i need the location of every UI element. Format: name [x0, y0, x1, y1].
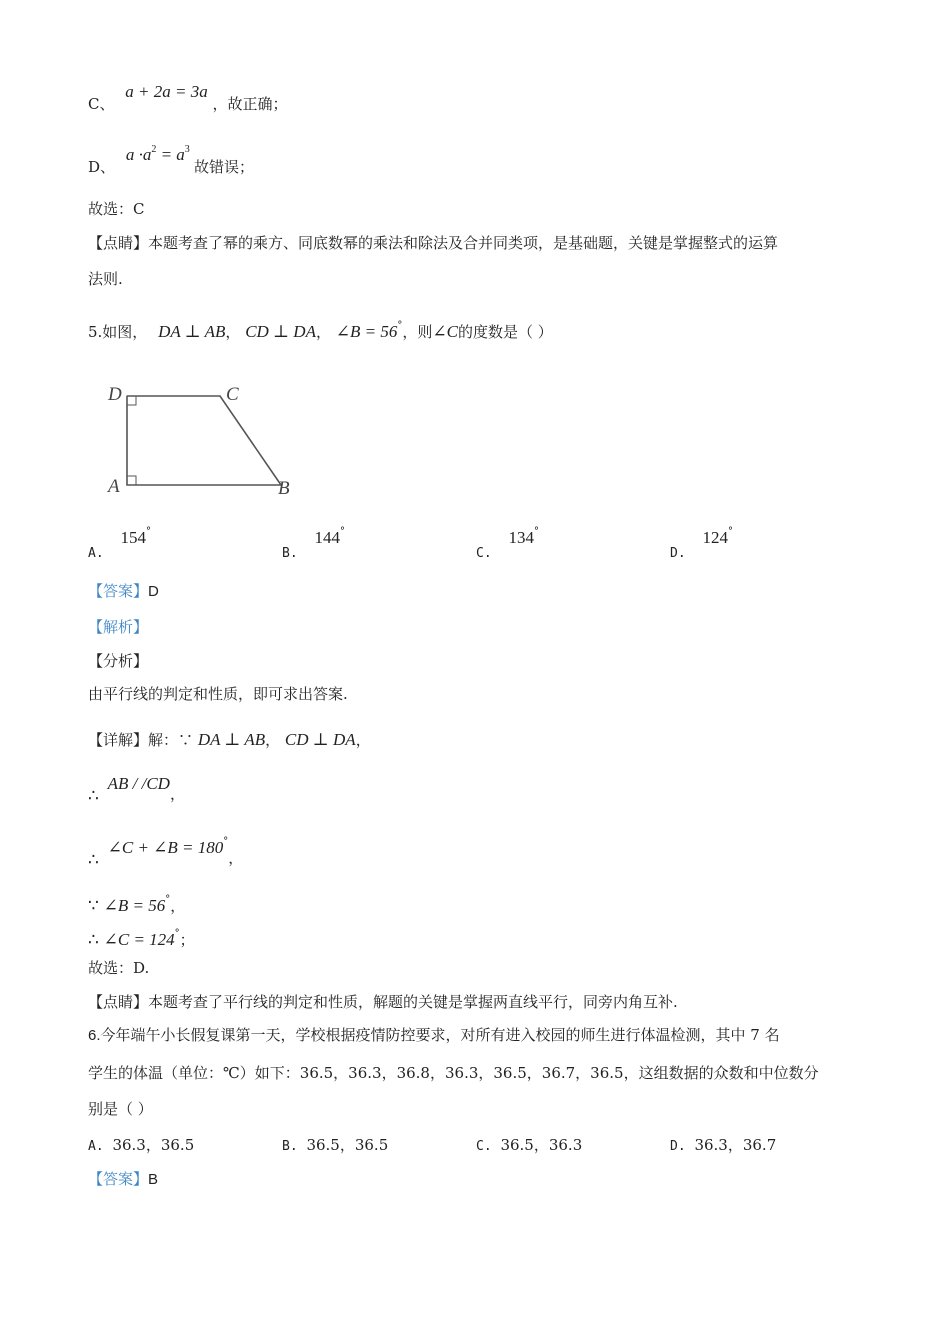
degree-sign: ° — [727, 526, 733, 537]
analysis-tag: 【解析】 — [88, 618, 149, 636]
option-d-math — [126, 145, 194, 164]
step-3-end: ， — [170, 897, 186, 915]
q5-option-b-letter: B. — [282, 546, 298, 561]
q6-option-a-value: 36.3，36.5 — [112, 1136, 195, 1154]
degree-sign: ° — [165, 894, 171, 905]
q6-option-c-letter: C. — [476, 1139, 492, 1154]
option-d-math-a: a ·a — [125, 145, 152, 164]
choose-d: 故选：D. — [88, 959, 150, 977]
q5-comment-text: 本题考查了平行线的判定和性质，解题的关键是掌握两直线平行，同旁内角互补. — [148, 993, 678, 1011]
answer-tag: 【答案】 — [88, 582, 149, 600]
choose-c — [88, 199, 144, 219]
step-1-end: ， — [169, 785, 185, 803]
degree-sign: ° — [533, 526, 539, 537]
step-4-math: ∠C = 124 — [103, 930, 175, 949]
q5-option-d-letter: D. — [670, 546, 686, 561]
comment-line-2 — [88, 269, 123, 289]
q5-option-d[interactable] — [670, 522, 733, 561]
q6-option-d-letter: D. — [670, 1139, 686, 1154]
q6-option-a-letter: A. — [88, 1139, 104, 1154]
q5-suffix-2: 的度数是（ ） — [457, 323, 553, 341]
step-3-math: ∠B = 56 — [103, 896, 166, 915]
answer-value: B — [148, 1171, 159, 1188]
q5-option-c-letter: C. — [476, 546, 492, 561]
option-d-math-exp3: 3 — [184, 144, 190, 155]
label-d: D — [108, 384, 122, 405]
q6-answer — [88, 1169, 158, 1190]
q6-option-c-value: 36.5，36.3 — [500, 1136, 583, 1154]
step-1 — [88, 774, 185, 806]
step-1-math: AB / /CD — [107, 774, 170, 793]
choose-c-text: 故选：C — [88, 200, 145, 218]
q6-option-b[interactable] — [282, 1135, 388, 1157]
q5-option-c[interactable] — [476, 522, 539, 561]
option-d-label: D、 — [88, 158, 116, 176]
q5-fenxi-tag — [88, 651, 148, 671]
q5-option-a-letter: A. — [88, 546, 104, 561]
step-4 — [88, 924, 195, 950]
detail-math-2: CD ⊥ DA — [284, 730, 356, 749]
q6-number: 6. — [88, 1027, 101, 1044]
q5-option-a[interactable] — [88, 522, 151, 561]
option-c-math: a + 2a = 3a — [125, 82, 208, 101]
q5-answer — [88, 581, 159, 602]
comment-text-2: 法则. — [88, 270, 123, 288]
q5-analysis-tag — [88, 617, 148, 637]
q6-line-1: 今年端午小长假复课第一天，学校根据疫情防控要求，对所有进入校园的师生进行体温检测，其中 7 名 — [100, 1026, 780, 1044]
comment-tag: 【点睛】 — [88, 993, 149, 1011]
step-2-math: ∠C + ∠B = 180 — [107, 838, 224, 857]
degree-sign: ° — [223, 836, 229, 847]
trapezoid-figure — [100, 378, 310, 503]
question-6-line-2 — [88, 1063, 819, 1083]
label-c: C — [226, 384, 239, 405]
q5-fenxi-text — [88, 684, 348, 704]
q5-comma-2: ， — [315, 323, 331, 341]
therefore-symbol: ∴ — [88, 786, 99, 806]
q5-math-4: ∠C — [432, 322, 458, 341]
therefore-symbol: ∴ — [88, 850, 99, 870]
q6-line-2: 学生的体温（单位：℃）如下：36.5，36.3，36.8，36.3，36.5，36.7，36.5，这组数据的众数和中位数分 — [88, 1064, 819, 1082]
step-2 — [88, 832, 244, 870]
q6-option-d-value: 36.3，36.7 — [694, 1136, 777, 1154]
because-symbol: ∵ — [88, 896, 99, 916]
question-5-stem — [88, 316, 553, 342]
q6-option-a[interactable] — [88, 1135, 194, 1157]
label-b: B — [278, 478, 290, 499]
q5-comment — [88, 992, 678, 1012]
option-c-line — [88, 82, 288, 118]
q5-option-b-value: 144 — [314, 528, 340, 547]
option-d-math-exp2: 2 — [151, 144, 157, 155]
detail-tag: 【详解】 — [88, 731, 149, 749]
q6-line-3: 别是（ ） — [88, 1100, 153, 1118]
question-6-line-1 — [88, 1025, 780, 1046]
trapezoid-outline — [127, 396, 281, 485]
q5-option-b[interactable] — [282, 522, 345, 561]
question-6-line-3 — [88, 1099, 153, 1119]
q5-suffix-1: ，则 — [402, 323, 433, 341]
q5-choose — [88, 958, 149, 978]
option-c-text: ，故正确； — [212, 95, 288, 113]
detail-end: ， — [355, 731, 371, 749]
q6-option-c[interactable] — [476, 1135, 582, 1157]
q5-math-1: DA ⊥ AB — [158, 322, 226, 341]
q6-option-b-letter: B. — [282, 1139, 298, 1154]
q5-comma-1: ， — [225, 323, 241, 341]
q5-prefix: 5.如图， — [88, 323, 148, 341]
q5-option-d-value: 124 — [702, 528, 728, 547]
right-angle-mark-a — [127, 476, 136, 485]
q5-math-2: CD ⊥ DA — [245, 322, 316, 341]
answer-tag: 【答案】 — [88, 1170, 149, 1188]
degree-sign: ° — [339, 526, 345, 537]
detail-math-1: DA ⊥ AB — [197, 730, 266, 749]
q5-option-a-value: 154 — [120, 528, 146, 547]
comment-line-1 — [88, 233, 778, 253]
therefore-symbol: ∴ — [88, 930, 99, 950]
fenxi-tag: 【分析】 — [88, 652, 149, 670]
label-a: A — [108, 476, 120, 497]
step-4-end: ； — [179, 931, 195, 949]
option-d-text: 故错误； — [194, 158, 255, 176]
comment-text: 本题考查了幂的乘方、同底数幂的乘法和除法及合并同类项，是基础题，关键是掌握整式的运算 — [148, 234, 779, 252]
detail-intro: 解：∵ — [148, 731, 194, 749]
step-3 — [88, 890, 185, 916]
degree-sign: ° — [397, 320, 403, 331]
fenxi-text: 由平行线的判定和性质，即可求出答案. — [88, 685, 348, 703]
option-d-line — [88, 146, 254, 176]
q6-option-d[interactable] — [670, 1135, 776, 1157]
q5-math-3: ∠B = 56 — [335, 322, 398, 341]
option-d-math-eq: = a — [156, 145, 185, 164]
step-2-end: ， — [228, 849, 244, 867]
degree-sign: ° — [174, 928, 180, 939]
q5-option-c-value: 134 — [508, 528, 534, 547]
right-angle-mark-d — [127, 396, 136, 405]
q5-detail — [88, 730, 371, 750]
answer-value: D — [148, 583, 159, 600]
degree-sign: ° — [145, 526, 151, 537]
option-c-label: C、 — [88, 95, 115, 113]
q6-option-b-value: 36.5，36.5 — [306, 1136, 389, 1154]
detail-comma: ， — [265, 731, 281, 749]
comment-tag: 【点睛】 — [88, 234, 149, 252]
